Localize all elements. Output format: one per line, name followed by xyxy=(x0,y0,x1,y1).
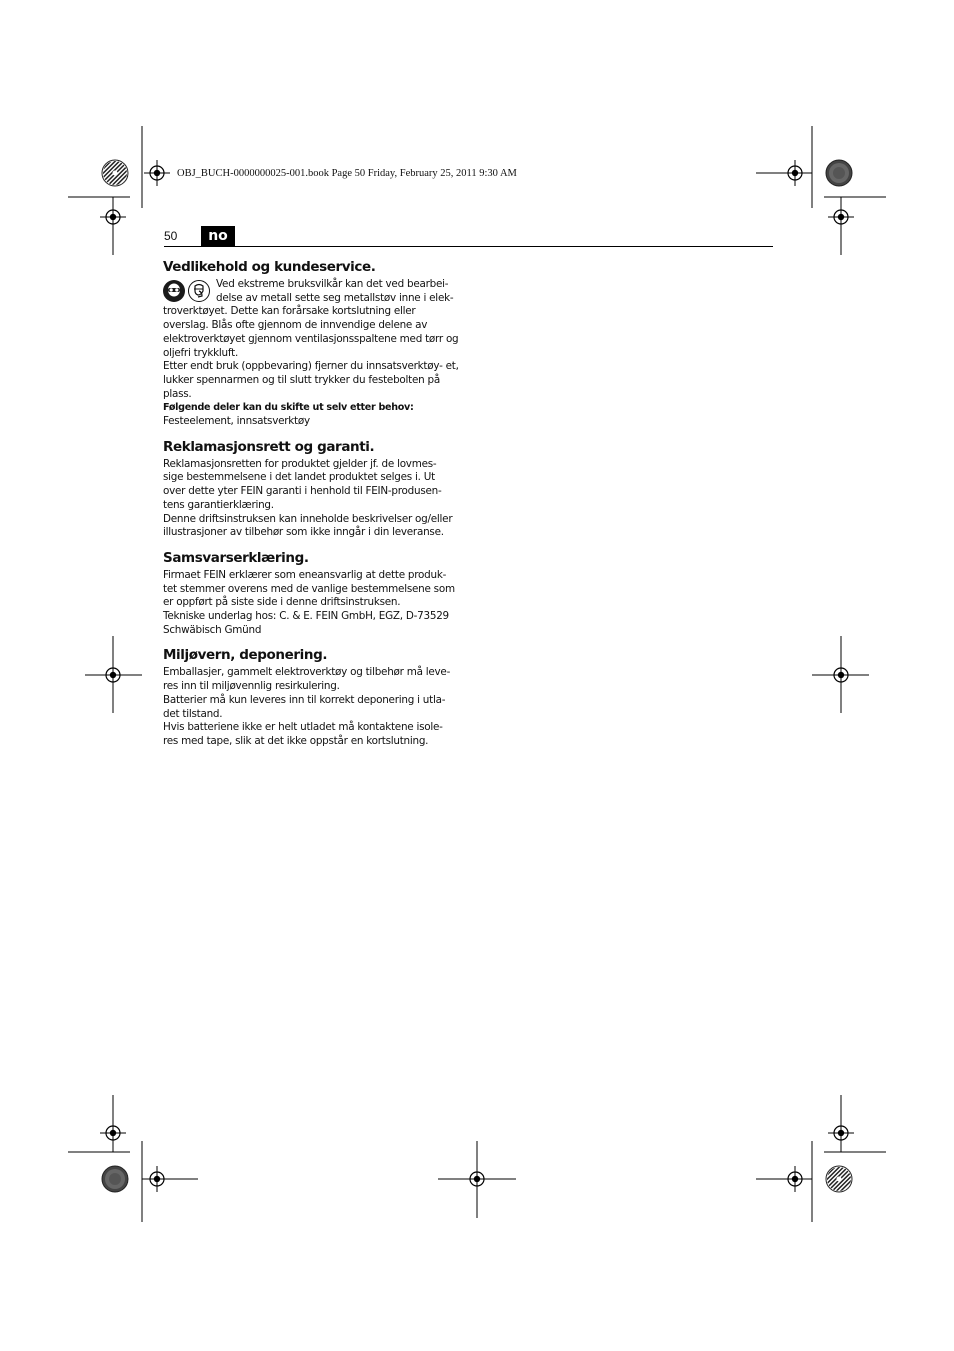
safety-icons xyxy=(163,280,210,302)
paragraph: Denne driftsinstruksen kan inneholde beskrivelser og/eller illustrasjoner av tilbehør som ikke inngår i din leveranse. xyxy=(163,512,453,539)
replaceable-parts-heading: Følgende deler kan du skifte ut selv etter behov: xyxy=(163,402,414,414)
replaceable-parts-list: Festeelement, innsatsverktøy xyxy=(163,415,310,428)
section-heading: Miljøvern, deponering. xyxy=(163,647,328,664)
section-maintenance xyxy=(163,258,459,429)
paragraph: Reklamasjonsretten for produktet gjelder jf. de lovmes- sige bestemmelsene i det landet produktet selges i. Ut over dette yter FEIN garanti i henhold til FEIN-produsen- tens garantierklæring. xyxy=(163,457,442,511)
paragraph: Hvis batteriene ikke er helt utladet må kontaktene isole- res med tape, slik at det ikke oppstår en kortslutning. xyxy=(163,721,443,747)
paragraph: Firmaet FEIN erklærer som eneansvarlig at dette produk- tet stemmer overens med de vanlige bestemmelsene som er oppført på siste side i denne driftsinstruksen. xyxy=(163,568,455,609)
paragraph: Tekniske underlag hos: C. & E. FEIN GmbH, EGZ, D-73529 Schwäbisch Gmünd xyxy=(163,610,449,636)
section-heading: Vedlikehold og kundeservice. xyxy=(163,259,376,275)
section-conformity xyxy=(163,549,459,638)
section-environment xyxy=(163,646,459,748)
section-heading: Reklamasjonsrett og garanti. xyxy=(163,438,375,455)
paragraph: Ved ekstreme bruksvilkår kan det ved bearbei- delse av metall sette seg metallstøv inne i elek- troverktøyet. Dette kan forårsake kortslutning eller overslag. Blås ofte gjennom de innvendige delene av elektroverktøyet gjennom ventilasjonsspaltene med tørr og oljefri trykkluft. xyxy=(163,278,459,359)
language-tab: no xyxy=(201,226,235,246)
print-info-line: OBJ_BUCH-0000000025-001.book Page 50 Friday, February 25, 2011 9:30 AM xyxy=(177,168,517,179)
section-heading: Samsvarserklæring. xyxy=(163,549,309,566)
section-warranty xyxy=(163,438,459,540)
paragraph: Etter endt bruk (oppbevaring) fjerner du innsatsverktøy- et, lukker spennarmen og til slutt trykker du festebolten på plass. xyxy=(163,360,459,400)
text-column xyxy=(163,258,459,758)
page-number: 50 xyxy=(164,229,178,243)
paragraph: Emballasjer, gammelt elektroverktøy og tilbehør må leve- res inn til miljøvennlig resirkulering. xyxy=(163,666,451,693)
paragraph: Batterier må kun leveres inn til korrekt deponering i utla- det tilstand. xyxy=(163,693,446,720)
header-rule xyxy=(164,246,773,247)
dust-mask-icon xyxy=(188,280,210,302)
safety-goggles-icon xyxy=(163,280,185,302)
